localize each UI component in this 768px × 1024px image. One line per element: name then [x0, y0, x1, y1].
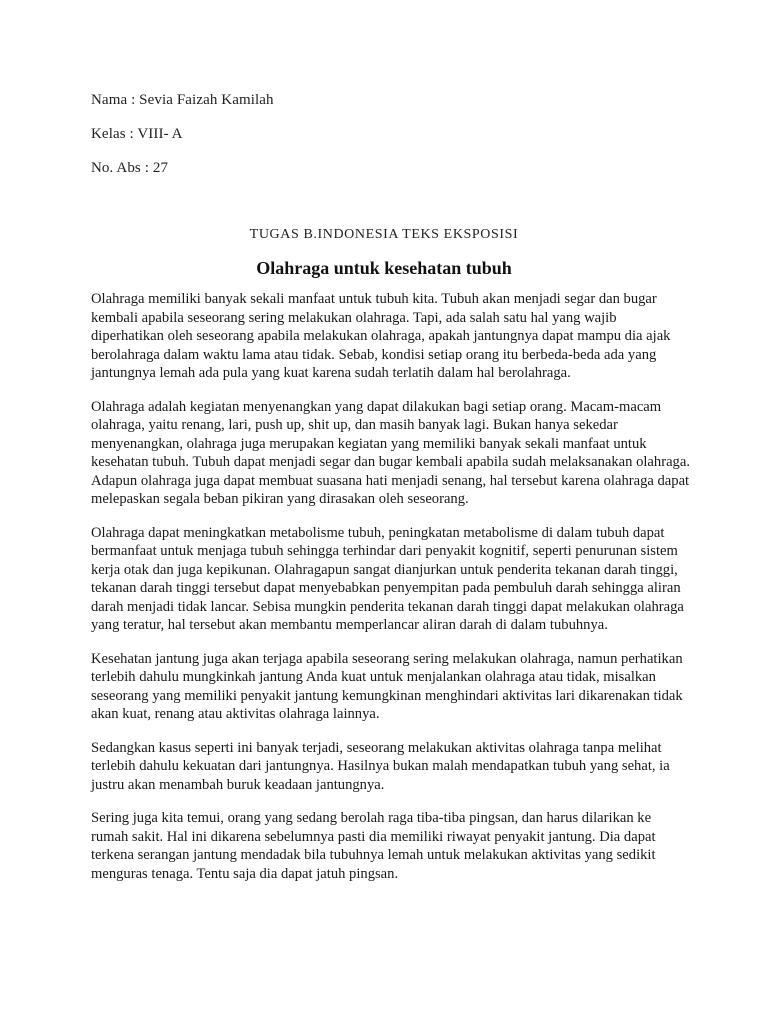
assignment-heading: TUGAS B.INDONESIA TEKS EKSPOSISI — [249, 227, 519, 242]
paragraph: Sedangkan kasus seperti ini banyak terjadi, seseorang melakukan aktivitas olahraga tanpa melihat terlebih dahulu kekuatan dari jantungnya. Hasilnya bukan malah mendapatkan tubuh yang sehat, ia justru akan menambah buruk keadaan jantungnya. — [91, 739, 670, 793]
essay-body — [91, 290, 691, 898]
student-class: Kelas : VIII- A — [91, 126, 183, 142]
paragraph: Olahraga adalah kegiatan menyenangkan yang dapat dilakukan bagi setiap orang. Macam-macam olahraga, yaitu renang, lari, push up, shit up, dan masih banyak lagi. Bukan hanya sekedar menyenangkan, olahraga juga merupakan kegiatan yang memiliki banyak sekali manfaat untuk kesehatan tubuh. Tubuh dapat menjadi segar dan bugar kembali apabila sudah melaksanakan olahraga. Adapun olahraga juga dapat membuat suasana hati menjadi senang, hal tersebut karena olahraga dapat melepaskan segala beban pikiran yang dirasakan oleh seseorang. — [91, 398, 690, 507]
essay-title: Olahraga untuk kesehatan tubuh — [256, 258, 512, 278]
student-number: No. Abs : 27 — [91, 160, 169, 176]
paragraph: Sering juga kita temui, orang yang sedang berolah raga tiba-tiba pingsan, dan harus dilarikan ke rumah sakit. Hal ini dikarena sebelumnya pasti dia memiliki riwayat penyakit jantung. Dia dapat terkena serangan jantung mendadak bila tubuhnya lemah untuk melakukan aktivitas yang sedikit menguras tenaga. Tentu saja dia dapat jatuh pingsan. — [91, 810, 656, 882]
paragraph: Olahraga dapat meningkatkan metabolisme tubuh, peningkatan metabolisme di dalam tubuh dapat bermanfaat untuk menjaga tubuh sehingga terhindar dari penyakit kognitif, seperti penurunan sistem kerja otak dan juga kepikunan. Olahragapun sangat dianjurkan untuk penderita tekanan darah tinggi, tekanan darah tinggi tersebut dapat menyebabkan penyempitan pada pembuluh darah sehingga aliran darah menjadi tidak lancar. Sebisa mungkin penderita tekanan darah tinggi dapat melakukan olahraga yang teratur, hal tersebut akan membantu memperlancar aliran darah di dalam tubuhnya. — [91, 524, 684, 633]
paragraph: Olahraga memiliki banyak sekali manfaat untuk tubuh kita. Tubuh akan menjadi segar dan bugar kembali apabila seseorang sering melakukan olahraga. Tapi, ada salah satu hal yang wajib diperhatikan oleh seseorang apabila melakukan olahraga, apakah jantungnya dapat mampu dia ajak berolahraga dalam waktu lama atau tidak. Sebab, kondisi setiap orang itu berbeda-beda ada yang jantungnya lemah ada pula yang kuat karena sudah terlatih dalam hal berolahraga. — [91, 291, 671, 381]
paragraph: Kesehatan jantung juga akan terjaga apabila seseorang sering melakukan olahraga, namun perhatikan terlebih dahulu mungkinkah jantung Anda kuat untuk menjalankan olahraga atau tidak, misalkan seseorang yang memiliki penyakit jantung kemungkinan menghindari aktivitas lari dikarenakan tidak akan kuat, renang atau aktivitas olahraga lainnya. — [91, 650, 683, 722]
student-name: Nama : Sevia Faizah Kamilah — [91, 92, 274, 108]
